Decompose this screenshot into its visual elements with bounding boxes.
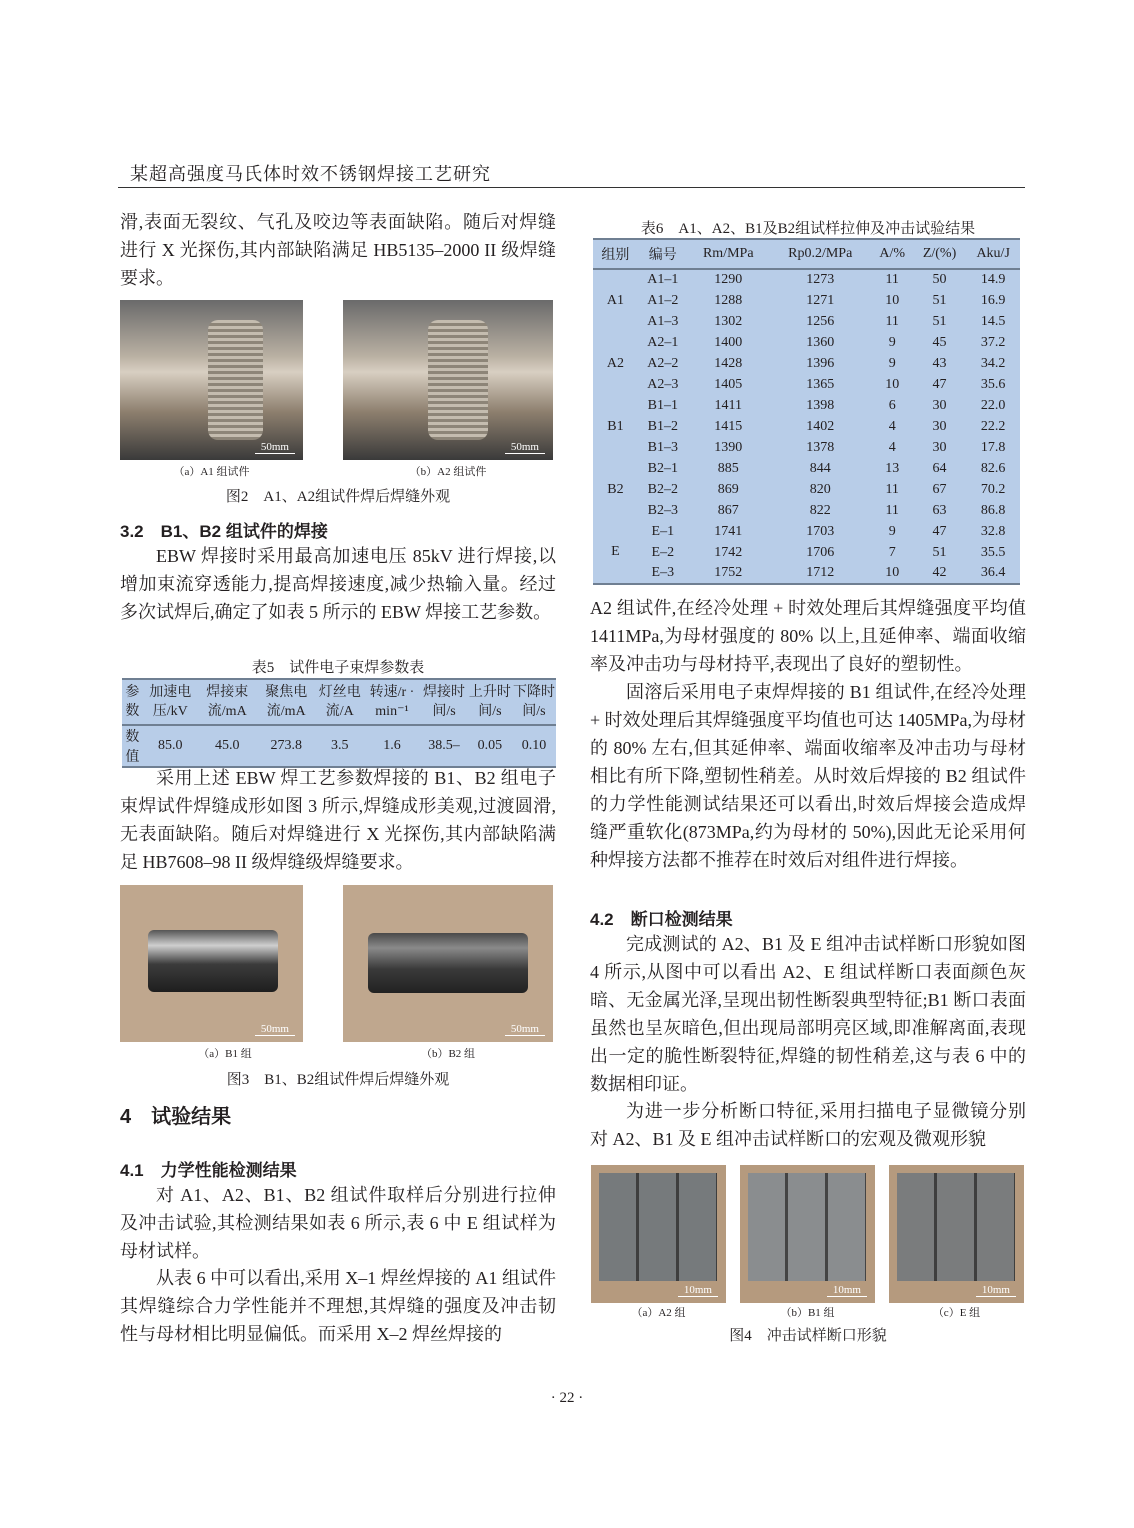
table-cell: 45 (932, 334, 947, 350)
table-cell: A1–1 (647, 272, 679, 287)
running-title: 某超高强度马氏体时效不锈钢焊接工艺研究 (130, 164, 491, 184)
table-header-cell: Rm/MPa (688, 239, 769, 269)
table-cell: 869 (717, 481, 739, 497)
table-cell: 1405 (714, 376, 743, 392)
table-cell: 50 (932, 272, 947, 287)
table-cell: 1271 (806, 292, 835, 308)
table-cell: 1741 (714, 523, 743, 539)
table-header-cell: Rp0.2/MPa (769, 239, 872, 269)
paragraph: 为进一步分析断口特征,采用扫描电子显微镜分别对 A2、B1 及 E 组冲击试样断口的宏观及微观形貌 (590, 1101, 1026, 1149)
table-row (593, 458, 1020, 479)
paragraph: 从表 6 中可以看出,采用 X–1 焊丝焊接的 A1 组试件其焊缝综合力学性能并不理想,其焊缝的强度及冲击韧性与母材相比明显偏低。而采用 X–2 焊丝焊接的 (120, 1268, 556, 1344)
table-cell: 867 (717, 502, 739, 518)
paragraph: 完成测试的 A2、B1 及 E 组冲击试样断口形貌如图 4 所示,从图中可以看出 A2、E 组试样断口表面颜色灰暗、无金属光泽,呈现出韧性断裂典型特征;B1 断口表面虽然也呈灰暗色,但出现局部明亮区域,即准解离面,表现出一定的脆性断裂特征,焊缝的韧性稍差,这与表 6 中的数据相印证。 (590, 934, 1026, 1094)
section-heading-4-1: 4.1 力学性能检测结果 (120, 1161, 297, 1180)
table-cell: 885 (717, 460, 739, 476)
table-cell: 70.2 (980, 481, 1006, 497)
section-heading-4: 4 试验结果 (120, 1106, 232, 1128)
table-cell: B2–2 (647, 481, 678, 497)
table-row (593, 416, 1020, 437)
scale-bar: 50mm (255, 1023, 295, 1036)
table-header-cell: 焊接时间/s (420, 679, 468, 725)
figure-2a-photo (120, 300, 303, 460)
paragraph: 对 A1、A2、B1、B2 组试件取样后分别进行拉伸及冲击试验,其检测结果如表 6 所示,表 6 中 E 组试样为母材试样。 (120, 1185, 556, 1261)
paragraph: 固溶后采用电子束焊焊接的 B1 组试件,在经冷处理 + 时效处理后其焊缝强度平均值也可达 1405MPa,为母材的 80% 左右,但其延伸率、端面收缩率及冲击功与母材相比有所下降,塑韧性稍差。从时效后焊接的 B2 组试件的力学性能测试结果还可以看出,时效后焊接会造成焊缝严重软化(873MPa,约为母材的 50%),因此无论采用何种焊接方法都不推荐在时效后对组件进行焊接。 (590, 682, 1026, 870)
figure-3a-label: （a）B1 组 (198, 1048, 252, 1060)
table-cell: 51 (932, 544, 947, 560)
table-cell: 47 (932, 523, 947, 539)
figure-4-caption: 图4 冲击试样断口形貌 (729, 1328, 887, 1344)
figure-4a-label: （a）A2 组 (631, 1307, 686, 1319)
figure-4b-photo (740, 1165, 875, 1303)
table-cell: 7 (888, 544, 896, 560)
paragraph: A2 组试件,在经冷处理 + 时效处理后其焊缝强度平均值 1411MPa,为母材强度的 80% 以上,且延伸率、端面收缩率及冲击功与母材持平,表现出了良好的塑韧性。 (590, 598, 1026, 674)
table-cell: A2–1 (647, 334, 679, 350)
table-cell: A2–3 (647, 376, 679, 392)
scale-bar: 10mm (827, 1284, 867, 1297)
table-row (593, 374, 1020, 395)
table-cell: 63 (932, 502, 947, 518)
table-5 (122, 678, 556, 768)
table-cell: 45.0 (215, 738, 240, 753)
table-cell: 822 (809, 502, 831, 518)
table-cell: 35.6 (980, 376, 1006, 392)
figure-4a-photo (591, 1165, 726, 1303)
table-cell: 1.6 (383, 738, 401, 753)
table-cell: 1411 (714, 397, 742, 413)
table-cell: 38.5– (428, 738, 460, 753)
paragraph: EBW 焊接时采用最高加速电压 85kV 进行焊接,以增加束流穿透能力,提高焊接速度,减少热输入量。经过多次试焊后,确定了如表 5 所示的 EBW 焊接工艺参数。 (120, 546, 556, 622)
table-row (593, 500, 1020, 521)
table-cell: 43 (932, 355, 947, 371)
table-cell: B2–1 (647, 460, 678, 476)
table-6 (593, 238, 1020, 585)
table-cell: 11 (885, 272, 899, 287)
figure-4c-photo (889, 1165, 1024, 1303)
table-cell: 9 (888, 355, 896, 371)
table-cell: 11 (885, 481, 899, 497)
table-cell: A2–2 (647, 355, 679, 371)
table-cell: E–1 (651, 523, 675, 539)
table-cell: 36.4 (980, 565, 1006, 580)
figure-3b-label: （b）B2 组 (420, 1048, 476, 1060)
table-cell: 37.2 (980, 334, 1006, 350)
table-cell: 0.05 (477, 738, 503, 753)
table-header-cell: Z/(%) (913, 239, 967, 269)
table-cell: 1273 (806, 272, 835, 287)
page-number: · 22 · (550, 1390, 584, 1406)
table-cell: 16.9 (980, 292, 1006, 308)
table-cell: 10 (885, 292, 900, 308)
table-cell: B1–1 (647, 397, 678, 413)
scale-bar: 50mm (505, 441, 545, 454)
table-cell: 35.5 (980, 544, 1006, 560)
table-cell: 67 (932, 481, 947, 497)
scale-bar: 50mm (505, 1023, 545, 1036)
table-header-cell: 下降时间/s (512, 679, 556, 725)
table-cell: 47 (932, 376, 947, 392)
table-cell: E–2 (651, 544, 675, 560)
paragraph: 滑,表面无裂纹、气孔及咬边等表面缺陷。随后对焊缝进行 X 光探伤,其内部缺陷满足 HB5135–2000 II 级焊缝要求。 (120, 212, 556, 288)
table-cell: 30 (932, 397, 947, 413)
table-cell: 1302 (714, 313, 743, 329)
table-cell: 273.8 (270, 738, 302, 753)
table-cell: 22.0 (980, 397, 1006, 413)
table-cell: 820 (809, 481, 831, 497)
table-cell: 10 (885, 565, 900, 580)
figure-2b-label: （b）A2 组试件 (409, 466, 487, 478)
table-cell: 1428 (714, 355, 743, 371)
table-cell: 1288 (714, 292, 743, 308)
scale-bar: 50mm (255, 441, 295, 454)
table-cell: 1706 (806, 544, 835, 560)
table-cell: 1256 (806, 313, 835, 329)
table-row (593, 311, 1020, 332)
figure-3-caption: 图3 B1、B2组试件焊后焊缝外观 (226, 1072, 450, 1088)
table-cell: 82.6 (980, 460, 1006, 476)
table-cell: 11 (885, 313, 899, 329)
group-cell: E (611, 544, 620, 559)
table-cell: 14.5 (980, 313, 1006, 329)
table-cell: 10 (885, 376, 900, 392)
table-cell: 1712 (806, 565, 835, 580)
table-cell: 数值 (125, 730, 140, 765)
table-header-cell: 参数 (122, 679, 143, 725)
table-cell: A1–3 (647, 313, 679, 329)
table-header-cell: 转速/r · min⁻¹ (364, 679, 420, 725)
table-cell: 1396 (806, 355, 835, 371)
table-cell: 1378 (806, 439, 835, 455)
table-cell: 1703 (806, 523, 835, 539)
table-cell: 51 (932, 292, 947, 308)
paragraph: 采用上述 EBW 焊工艺参数焊接的 B1、B2 组电子束焊试件焊缝成形如图 3 所示,焊缝成形美观,过渡圆滑,无表面缺陷。随后对焊缝进行 X 光探伤,其内部缺陷满足 HB7608–98 II 级焊缝级焊缝要求。 (120, 768, 556, 872)
table-cell: 4 (888, 439, 896, 455)
table-row (593, 479, 1020, 500)
table-row (593, 290, 1020, 311)
figure-3b-photo (343, 885, 553, 1042)
table-header-cell: A/% (872, 239, 913, 269)
group-cell: B1 (607, 418, 624, 434)
table-cell: A1–2 (647, 292, 679, 308)
table-header-cell: 灯丝电流/A (316, 679, 364, 725)
table-cell: 1415 (714, 418, 743, 434)
table-cell: B1–2 (647, 418, 678, 434)
table-cell: 1742 (714, 544, 743, 560)
table-5-caption: 表5 试件电子束焊参数表 (251, 660, 425, 676)
scale-bar: 10mm (678, 1284, 718, 1297)
table-row (593, 332, 1020, 353)
table-header-cell: 聚焦电流/mA (257, 679, 316, 725)
table-cell: B2–3 (647, 502, 678, 518)
table-cell: 13 (885, 460, 900, 476)
figure-2-caption: 图2 A1、A2组试件焊后焊缝外观 (225, 489, 451, 505)
table-cell: 30 (932, 418, 947, 434)
table-row (593, 395, 1020, 416)
scale-bar: 10mm (976, 1284, 1016, 1297)
table-header-cell: 组别 (593, 239, 638, 269)
section-heading-4-2: 4.2 断口检测结果 (590, 910, 733, 929)
figure-3a-photo (120, 885, 303, 1042)
table-6-caption: 表6 A1、A2、B1及B2组试样拉伸及冲击试验结果 (640, 221, 976, 237)
table-cell: 1290 (714, 272, 743, 287)
table-cell: 34.2 (980, 355, 1006, 371)
table-cell: 1402 (806, 418, 835, 434)
table-header-cell: 焊接束流/mA (198, 679, 257, 725)
table-cell: 1752 (714, 565, 743, 580)
table-cell: 11 (885, 502, 899, 518)
table-row (593, 563, 1020, 584)
table-cell: 14.9 (980, 272, 1006, 287)
table-header-cell: 加速电压/kV (143, 679, 198, 725)
table-cell: 51 (932, 313, 947, 329)
table-cell: 844 (809, 460, 831, 476)
group-cell: A2 (606, 355, 624, 371)
figure-2a-label: （a）A1 组试件 (173, 466, 250, 478)
table-cell: 22.2 (980, 418, 1006, 434)
table-cell: 42 (932, 565, 947, 580)
table-cell: 1398 (806, 397, 835, 413)
table-cell: 86.8 (980, 502, 1006, 518)
group-cell: B2 (607, 481, 624, 497)
table-cell: 1390 (714, 439, 743, 455)
table-cell: 0.10 (521, 738, 547, 753)
table-cell: 4 (888, 418, 896, 434)
figure-4c-label: （c）E 组 (932, 1307, 981, 1319)
table-row (593, 269, 1020, 290)
table-cell: 1400 (714, 334, 743, 350)
table-row (593, 437, 1020, 458)
table-cell: 9 (888, 523, 896, 539)
table-row (593, 521, 1020, 542)
table-cell: B1–3 (647, 439, 678, 455)
table-cell: 9 (888, 334, 896, 350)
table-header-cell: Aku/J (966, 239, 1020, 269)
table-cell: 64 (932, 460, 947, 476)
table-cell: E–3 (651, 565, 675, 580)
figure-4b-label: （b）B1 组 (780, 1307, 835, 1319)
table-cell: 32.8 (980, 523, 1006, 539)
table-cell: 1365 (806, 376, 835, 392)
table-row (593, 353, 1020, 374)
section-heading-3-2: 3.2 B1、B2 组试件的焊接 (120, 522, 328, 541)
table-cell: 3.5 (330, 738, 349, 753)
table-cell: 1360 (806, 334, 835, 350)
table-row (593, 542, 1020, 563)
table-header-cell: 上升时间/s (468, 679, 512, 725)
table-cell: 6 (888, 397, 896, 413)
figure-2b-photo (343, 300, 553, 460)
table-cell: 30 (932, 439, 947, 455)
table-header-cell: 编号 (638, 239, 688, 269)
header-rule (118, 187, 1025, 188)
group-cell: A1 (606, 293, 624, 308)
table-cell: 17.8 (980, 439, 1006, 455)
table-cell: 85.0 (157, 738, 183, 753)
